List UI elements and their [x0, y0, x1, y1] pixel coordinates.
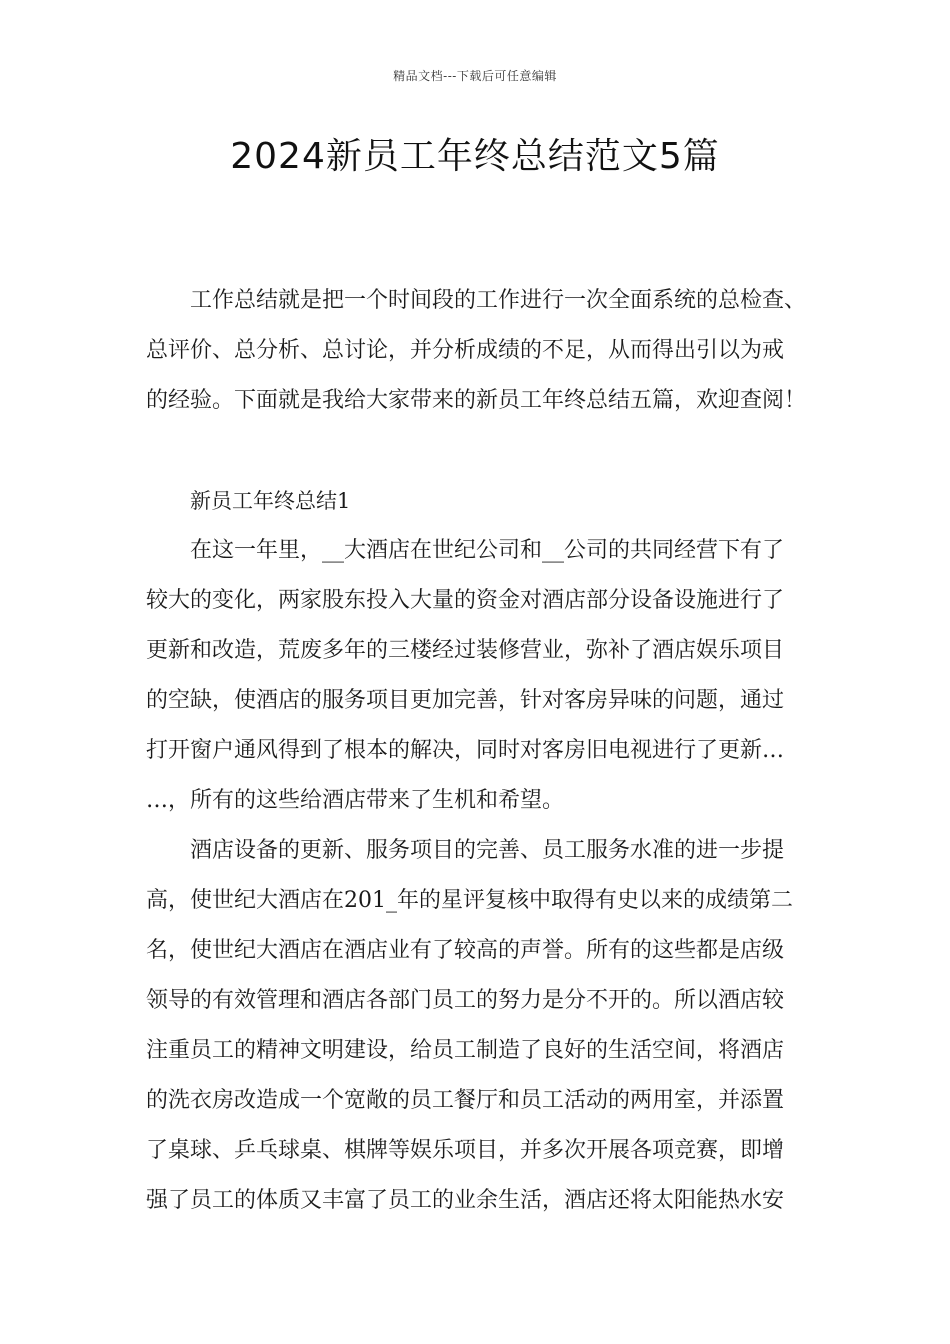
intro-line: 工作总结就是把一个时间段的工作进行一次全面系统的总检查、	[190, 288, 807, 313]
paragraph2-line: 了桌球、乒乓球桌、棋牌等娱乐项目，并多次开展各项竞赛，即增	[146, 1138, 785, 1163]
document-title: 2024新员工年终总结范文5篇	[230, 136, 720, 177]
intro-paragraph	[146, 276, 809, 426]
paragraph1-line: 更新和改造，荒废多年的三楼经过装修营业，弥补了酒店娱乐项目	[146, 638, 785, 663]
section-body	[146, 526, 809, 1226]
paragraph1-line: 的空缺，使酒店的服务项目更加完善，针对客房异味的问题，通过	[146, 688, 785, 713]
paragraph2-line: 领导的有效管理和酒店各部门员工的努力是分不开的。所以酒店较	[146, 988, 785, 1013]
intro-line: 的经验。下面就是我给大家带来的新员工年终总结五篇，欢迎查阅！	[146, 388, 807, 413]
paragraph2-line: 酒店设备的更新、服务项目的完善、员工服务水准的进一步提	[190, 838, 785, 863]
paragraph2-line: 的洗衣房改造成一个宽敞的员工餐厅和员工活动的两用室，并添置	[146, 1088, 785, 1113]
paragraph2-line: 高，使世纪大酒店在201_年的星评复核中取得有史以来的成绩第二	[146, 888, 793, 913]
page-header-note: 精品文档---下载后可任意编辑	[393, 69, 557, 83]
paragraph1-line: 在这一年里，__大酒店在世纪公司和__公司的共同经营下有了	[190, 538, 785, 563]
paragraph1-line: …，所有的这些给酒店带来了生机和希望。	[146, 788, 565, 813]
intro-line: 总评价、总分析、总讨论，并分析成绩的不足，从而得出引以为戒	[146, 338, 785, 363]
paragraph1-line: 打开窗户通风得到了根本的解决，同时对客房旧电视进行了更新…	[146, 738, 785, 763]
paragraph2-line: 强了员工的体质又丰富了员工的业余生活，酒店还将太阳能热水安	[146, 1188, 785, 1213]
section-heading: 新员工年终总结1	[190, 489, 351, 513]
paragraph1-line: 较大的变化，两家股东投入大量的资金对酒店部分设备设施进行了	[146, 588, 785, 613]
paragraph2-line: 注重员工的精神文明建设，给员工制造了良好的生活空间，将酒店	[146, 1038, 785, 1063]
paragraph2-line: 名，使世纪大酒店在酒店业有了较高的声誉。所有的这些都是店级	[146, 938, 785, 963]
